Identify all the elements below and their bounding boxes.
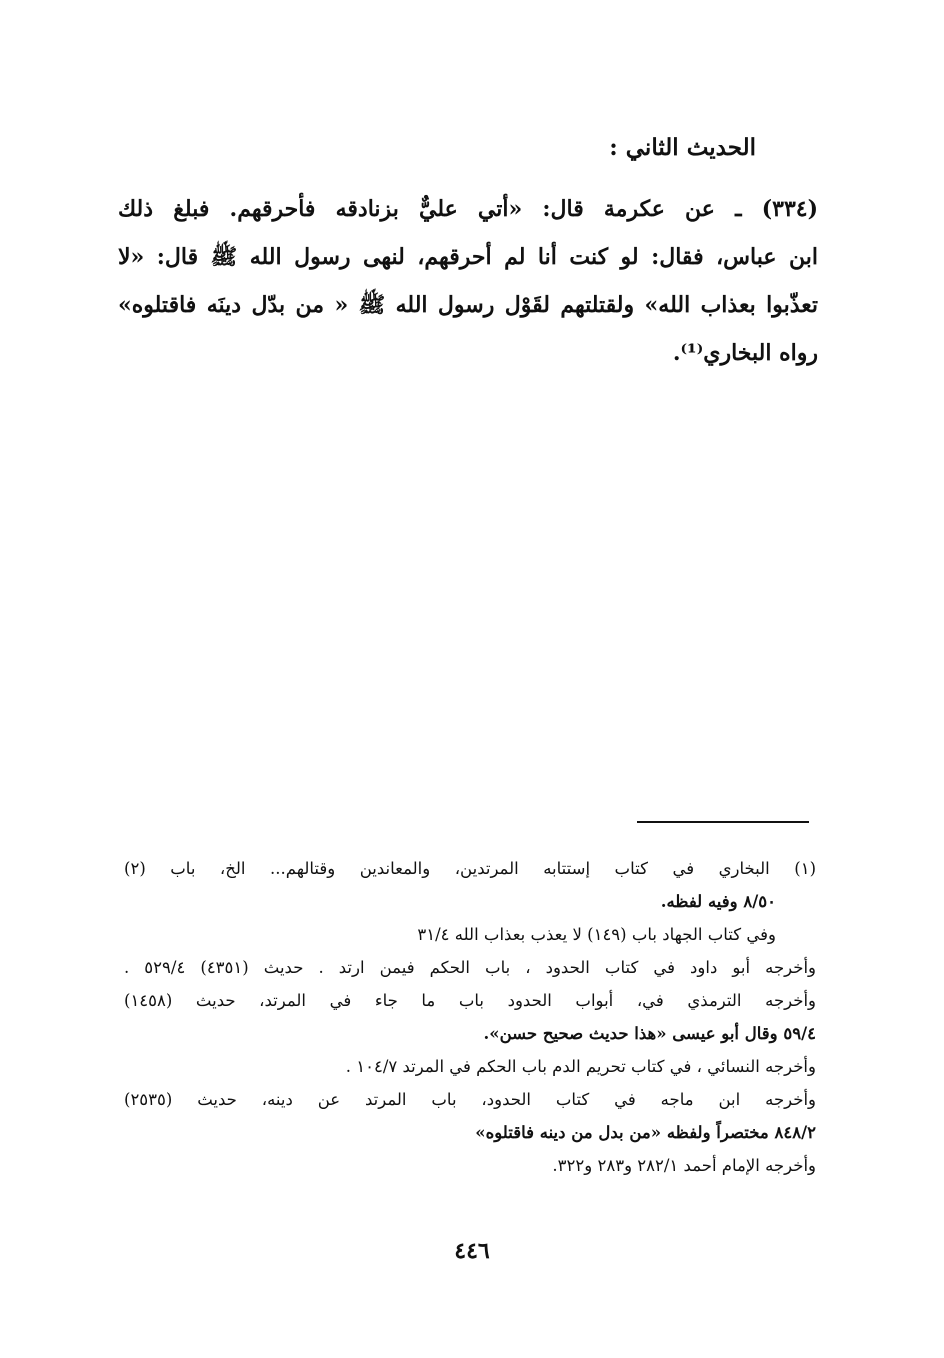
footnote-line: وأخرجه النسائي ، في كتاب تحريم الدم باب الحكم في المرتد ١٠٤/٧ .	[345, 1057, 816, 1076]
footnote-line: وأخرجه الترمذي في، أبواب الحدود باب ما جاء في المرتد، حديث (١٤٥٨)	[124, 991, 816, 1010]
footnote-line: وأخرجه الإمام أحمد ٢٨٢/١ و٢٨٣ و٣٢٢.	[552, 1156, 816, 1175]
page-number: ٤٤٦	[454, 1238, 490, 1264]
hadith-line: تعذّبوا بعذاب الله» ولقتلتهم لقَوْل رسول الله ﷺ « من بدّل دينَه فاقتلوه»	[118, 292, 818, 318]
footnote-line: ٨/٥٠ وفيه لفظه.	[660, 892, 776, 911]
footnote-line: وفي كتاب الجهاد باب (١٤٩) لا يعذب بعذاب الله ٣١/٤	[417, 925, 776, 944]
footnote-line: وأخرجه أبو داود في كتاب الحدود ، باب الحكم فيمن ارتد . حديث (٤٣٥١) ٥٢٩/٤ .	[124, 958, 816, 977]
footnotes	[124, 852, 816, 1182]
footnote-line: ٨٤٨/٢ مختصراً ولفظه «من بدل من دينه فاقتلوه»	[475, 1123, 816, 1142]
footnote-line: ٥٩/٤ وقال أبو عيسى «هذا حديث صحيح حسن».	[483, 1024, 816, 1043]
footnote-line: وأخرجه ابن ماجه في كتاب الحدود، باب المرتد عن دينه، حديث (٢٥٣٥)	[124, 1090, 816, 1109]
hadith-line: ابن عباس، فقال: لو كنت أنا لم أحرقهم، لنهى رسول الله ﷺ قال: «لا	[118, 244, 818, 270]
footnote-divider	[637, 821, 809, 823]
section-title: الحديث الثاني :	[609, 134, 756, 161]
hadith-line: (٣٣٤) ـ عن عكرمة قال: «أتي عليٌّ بزنادقه فأحرقهم. فبلغ ذلك	[118, 196, 818, 222]
footnote-line: (١) البخاري في كتاب إستتابه المرتدين، والمعاندين وقتالهم... الخ، باب (٢)	[124, 859, 816, 878]
hadith-text	[118, 185, 818, 377]
hadith-line: رواه البخاري⁽¹⁾.	[672, 340, 818, 366]
